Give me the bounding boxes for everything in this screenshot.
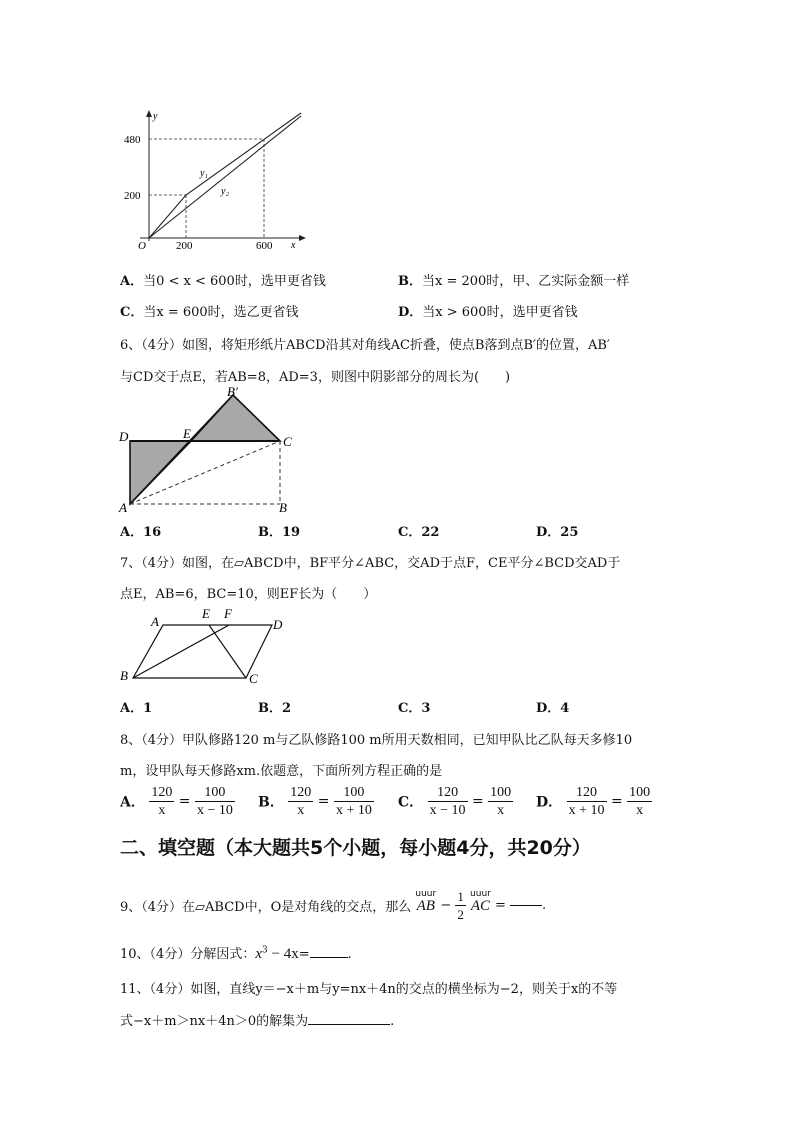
label-B: B	[279, 500, 287, 514]
q6-option-d: D．25	[536, 525, 579, 540]
q8-stem-line1: 8、（4分）甲队修路120 m与乙队修路100 m所用天数相同，已知甲队比乙队每天多修10	[120, 733, 633, 748]
line-y2	[149, 116, 301, 238]
q11-answer-blank[interactable]	[308, 1024, 390, 1025]
q8-option-c: C． $\frac{120}{x - 10}$ = $\frac{100}{x}$	[398, 785, 512, 818]
q7-option-a: A．1	[120, 701, 153, 716]
q6-option-a: A．16	[120, 525, 162, 540]
label-B: B	[120, 668, 128, 683]
q6-stem-line1: 6、（4分）如图，将矩形纸片ABCD沿其对角线AC折叠，使点B落到点B′的位置，AB′	[120, 338, 610, 353]
label-D: D	[273, 617, 283, 632]
q9-vector-ac: uuur AC	[470, 889, 491, 914]
q7-option-b: B．2	[258, 701, 292, 716]
x-tick-200: 200	[176, 240, 193, 252]
line-CE	[209, 625, 246, 678]
q7-stem-line2: 点E，AB=6，BC=10，则EF长为（ ）	[120, 587, 377, 602]
q7-option-c: C．3	[398, 701, 431, 716]
section-2-title: 二、填空题（本大题共5个小题，每小题4分，共20分）	[120, 837, 591, 859]
q5-option-d: D．当x > 600时，选甲更省钱	[398, 305, 578, 320]
q11-stem-line1: 11、（4分）如图，直线y＝−x＋m与y=nx＋4n的交点的横坐标为−2，则关于x的不等	[120, 982, 618, 997]
label-D: D	[119, 429, 129, 444]
line-y2-label: y₂	[221, 186, 229, 197]
shaded-triangle-right	[191, 395, 280, 441]
q6-figure	[116, 384, 306, 514]
q7-stem-line1: 7、（4分）如图，在▱ABCD中，BF平分∠ABC，交AD于点F，CE平分∠BCD交AD于	[120, 556, 621, 571]
q5-graph	[118, 108, 313, 253]
label-E: E	[183, 426, 191, 441]
label-C: C	[283, 434, 292, 449]
label-C: C	[249, 671, 258, 686]
q7-figure	[116, 604, 296, 688]
q8-stem-line2: m，设甲队每天修路xm.依题意，下面所列方程正确的是	[120, 764, 443, 779]
q6-stem-line2: 与CD交于点E，若AB=8，AD=3，则图中阴影部分的周长为( )	[120, 370, 511, 385]
q10-stem: 10、（4分）分解因式：$x^3 - 4x=$ .	[120, 945, 352, 962]
q5-option-b: B．当x = 200时，甲、乙实际金额一样	[398, 274, 630, 289]
q11-stem-line2: 式−x＋m＞nx＋4n＞0的解集为 .	[120, 1014, 395, 1029]
y-tick-200: 200	[124, 190, 141, 202]
q6-option-b: B．19	[258, 525, 301, 540]
q5-option-c: C．当x = 600时，选乙更省钱	[120, 305, 299, 320]
label-E: E	[202, 606, 210, 621]
x-axis-arrow	[299, 235, 306, 241]
y-axis-arrow	[146, 110, 152, 117]
origin-label: O	[138, 240, 146, 252]
q8-option-a: A． $\frac{120}{x}$ = $\frac{100}{x - 10}$	[120, 785, 233, 818]
q5-option-a: A．当0 < x < 600时，选甲更省钱	[120, 274, 326, 289]
y-axis-label: y	[153, 111, 158, 122]
label-B-prime: B′	[227, 384, 238, 399]
q6-option-c: C．22	[398, 525, 440, 540]
q8-option-b: B． $\frac{120}{x}$ = $\frac{100}{x + 10}$	[258, 785, 372, 818]
label-A: A	[151, 614, 159, 629]
y-tick-480: 480	[124, 134, 141, 146]
q8-option-d: D． $\frac{120}{x + 10}$ = $\frac{100}{x}$	[536, 785, 651, 818]
line-y1-label: y₁	[200, 168, 208, 179]
q10-answer-blank[interactable]	[310, 957, 348, 958]
q9-vector-ab: uuur AB	[415, 889, 437, 914]
label-F: F	[224, 606, 232, 621]
label-A: A	[119, 500, 127, 514]
q9-answer-blank[interactable]	[510, 905, 542, 906]
x-tick-600: 600	[256, 240, 273, 252]
q7-option-d: D．4	[536, 701, 570, 716]
x-axis-label: x	[291, 240, 296, 251]
q9-stem: 9、（4分）在▱ABCD中，O是对角线的交点，那么 uuur AB − $\frac{1}{2}$ uuur AC = .	[120, 889, 547, 922]
